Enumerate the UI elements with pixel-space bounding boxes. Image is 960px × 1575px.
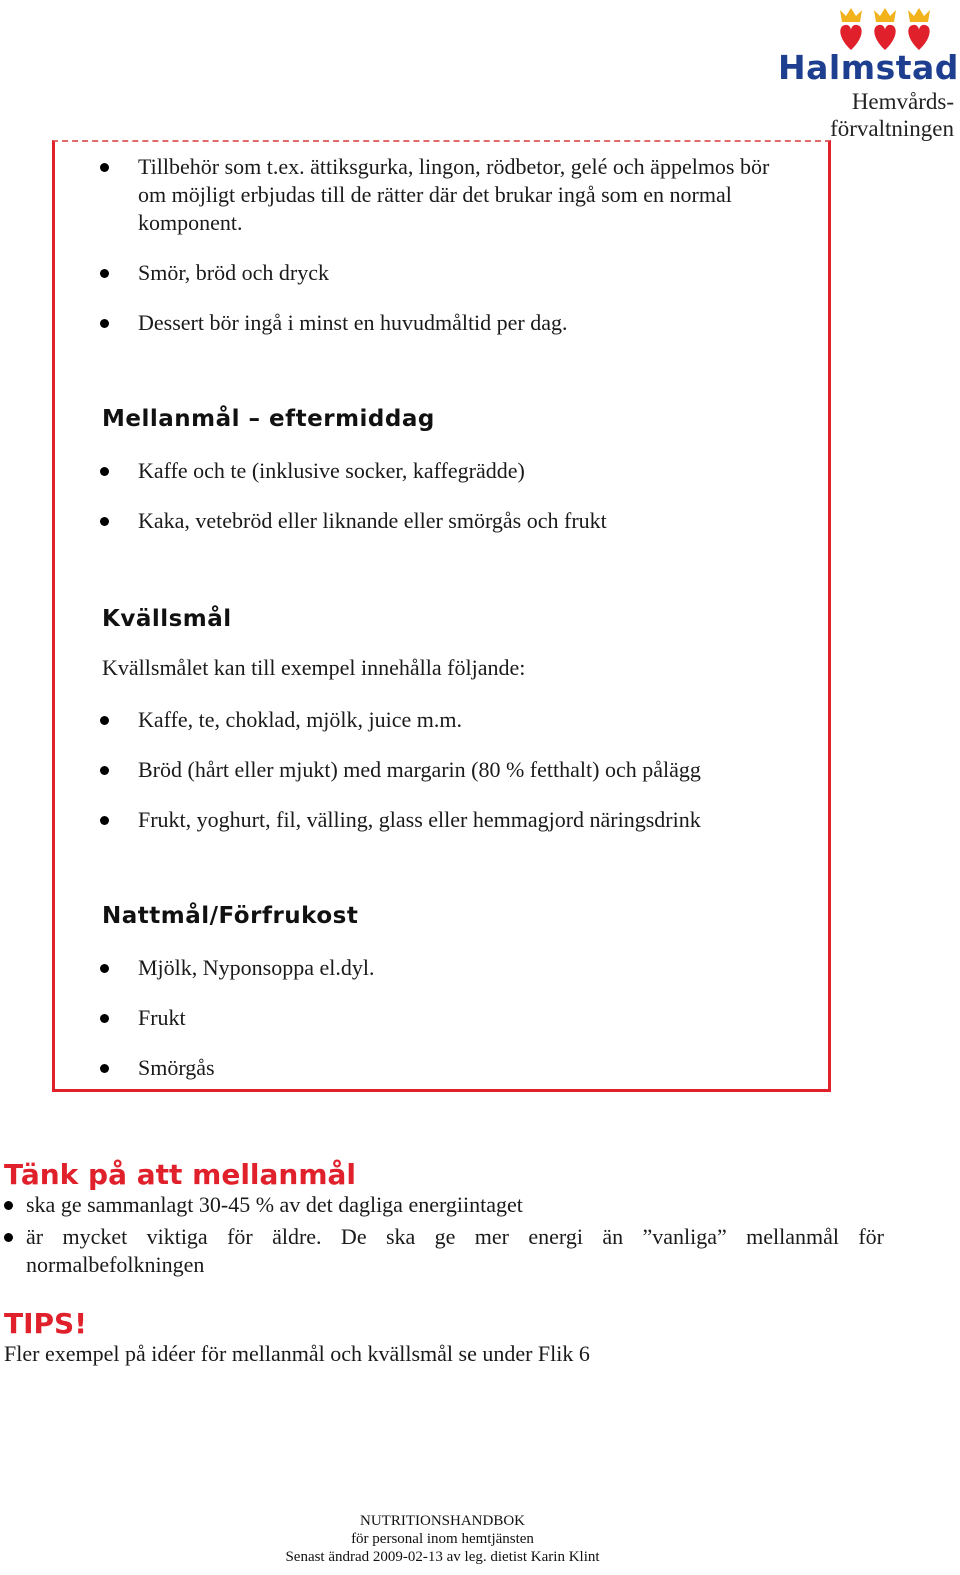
footer-subtitle: för personal inom hemtjänsten: [351, 1531, 534, 1547]
section-intro: Kvällsmålet kan till exempel innehålla följande:: [102, 655, 526, 680]
list-item: är mycket viktiga för äldre. De ska ge mer energi än ”vanliga” mellanmål för normalbefolkningen: [4, 1223, 884, 1279]
footer-revision: Senast ändrad 2009-02-13 av leg. dietist Karin Klint: [285, 1549, 600, 1565]
footer-title: NUTRITIONSHANDBOK: [360, 1513, 525, 1529]
section-heading-kvallsmal: Kvällsmål: [102, 606, 232, 632]
section-heading-nattmal: Nattmål/Förfrukost: [102, 903, 359, 929]
halmstad-logo: [770, 4, 958, 144]
footer: [0, 1512, 885, 1566]
logo-subtitle: [830, 88, 954, 142]
crowns-hearts-icon: [838, 6, 938, 54]
list-item: ska ge sammanlagt 30-45 % av det dagliga energiintaget: [4, 1191, 523, 1219]
tips-text: Fler exempel på idéer för mellanmål och kvällsmål se under Flik 6: [4, 1341, 590, 1366]
section-heading-mellanmal: Mellanmål – eftermiddag: [102, 406, 435, 432]
logo-name: Halmstad: [778, 48, 959, 87]
logo-subtitle-line1: Hemvårds-: [851, 89, 954, 114]
tips-heading: TIPS!: [4, 1307, 87, 1340]
logo-subtitle-line2: förvaltningen: [830, 116, 954, 141]
think-heading: Tänk på att mellanmål: [4, 1158, 357, 1191]
